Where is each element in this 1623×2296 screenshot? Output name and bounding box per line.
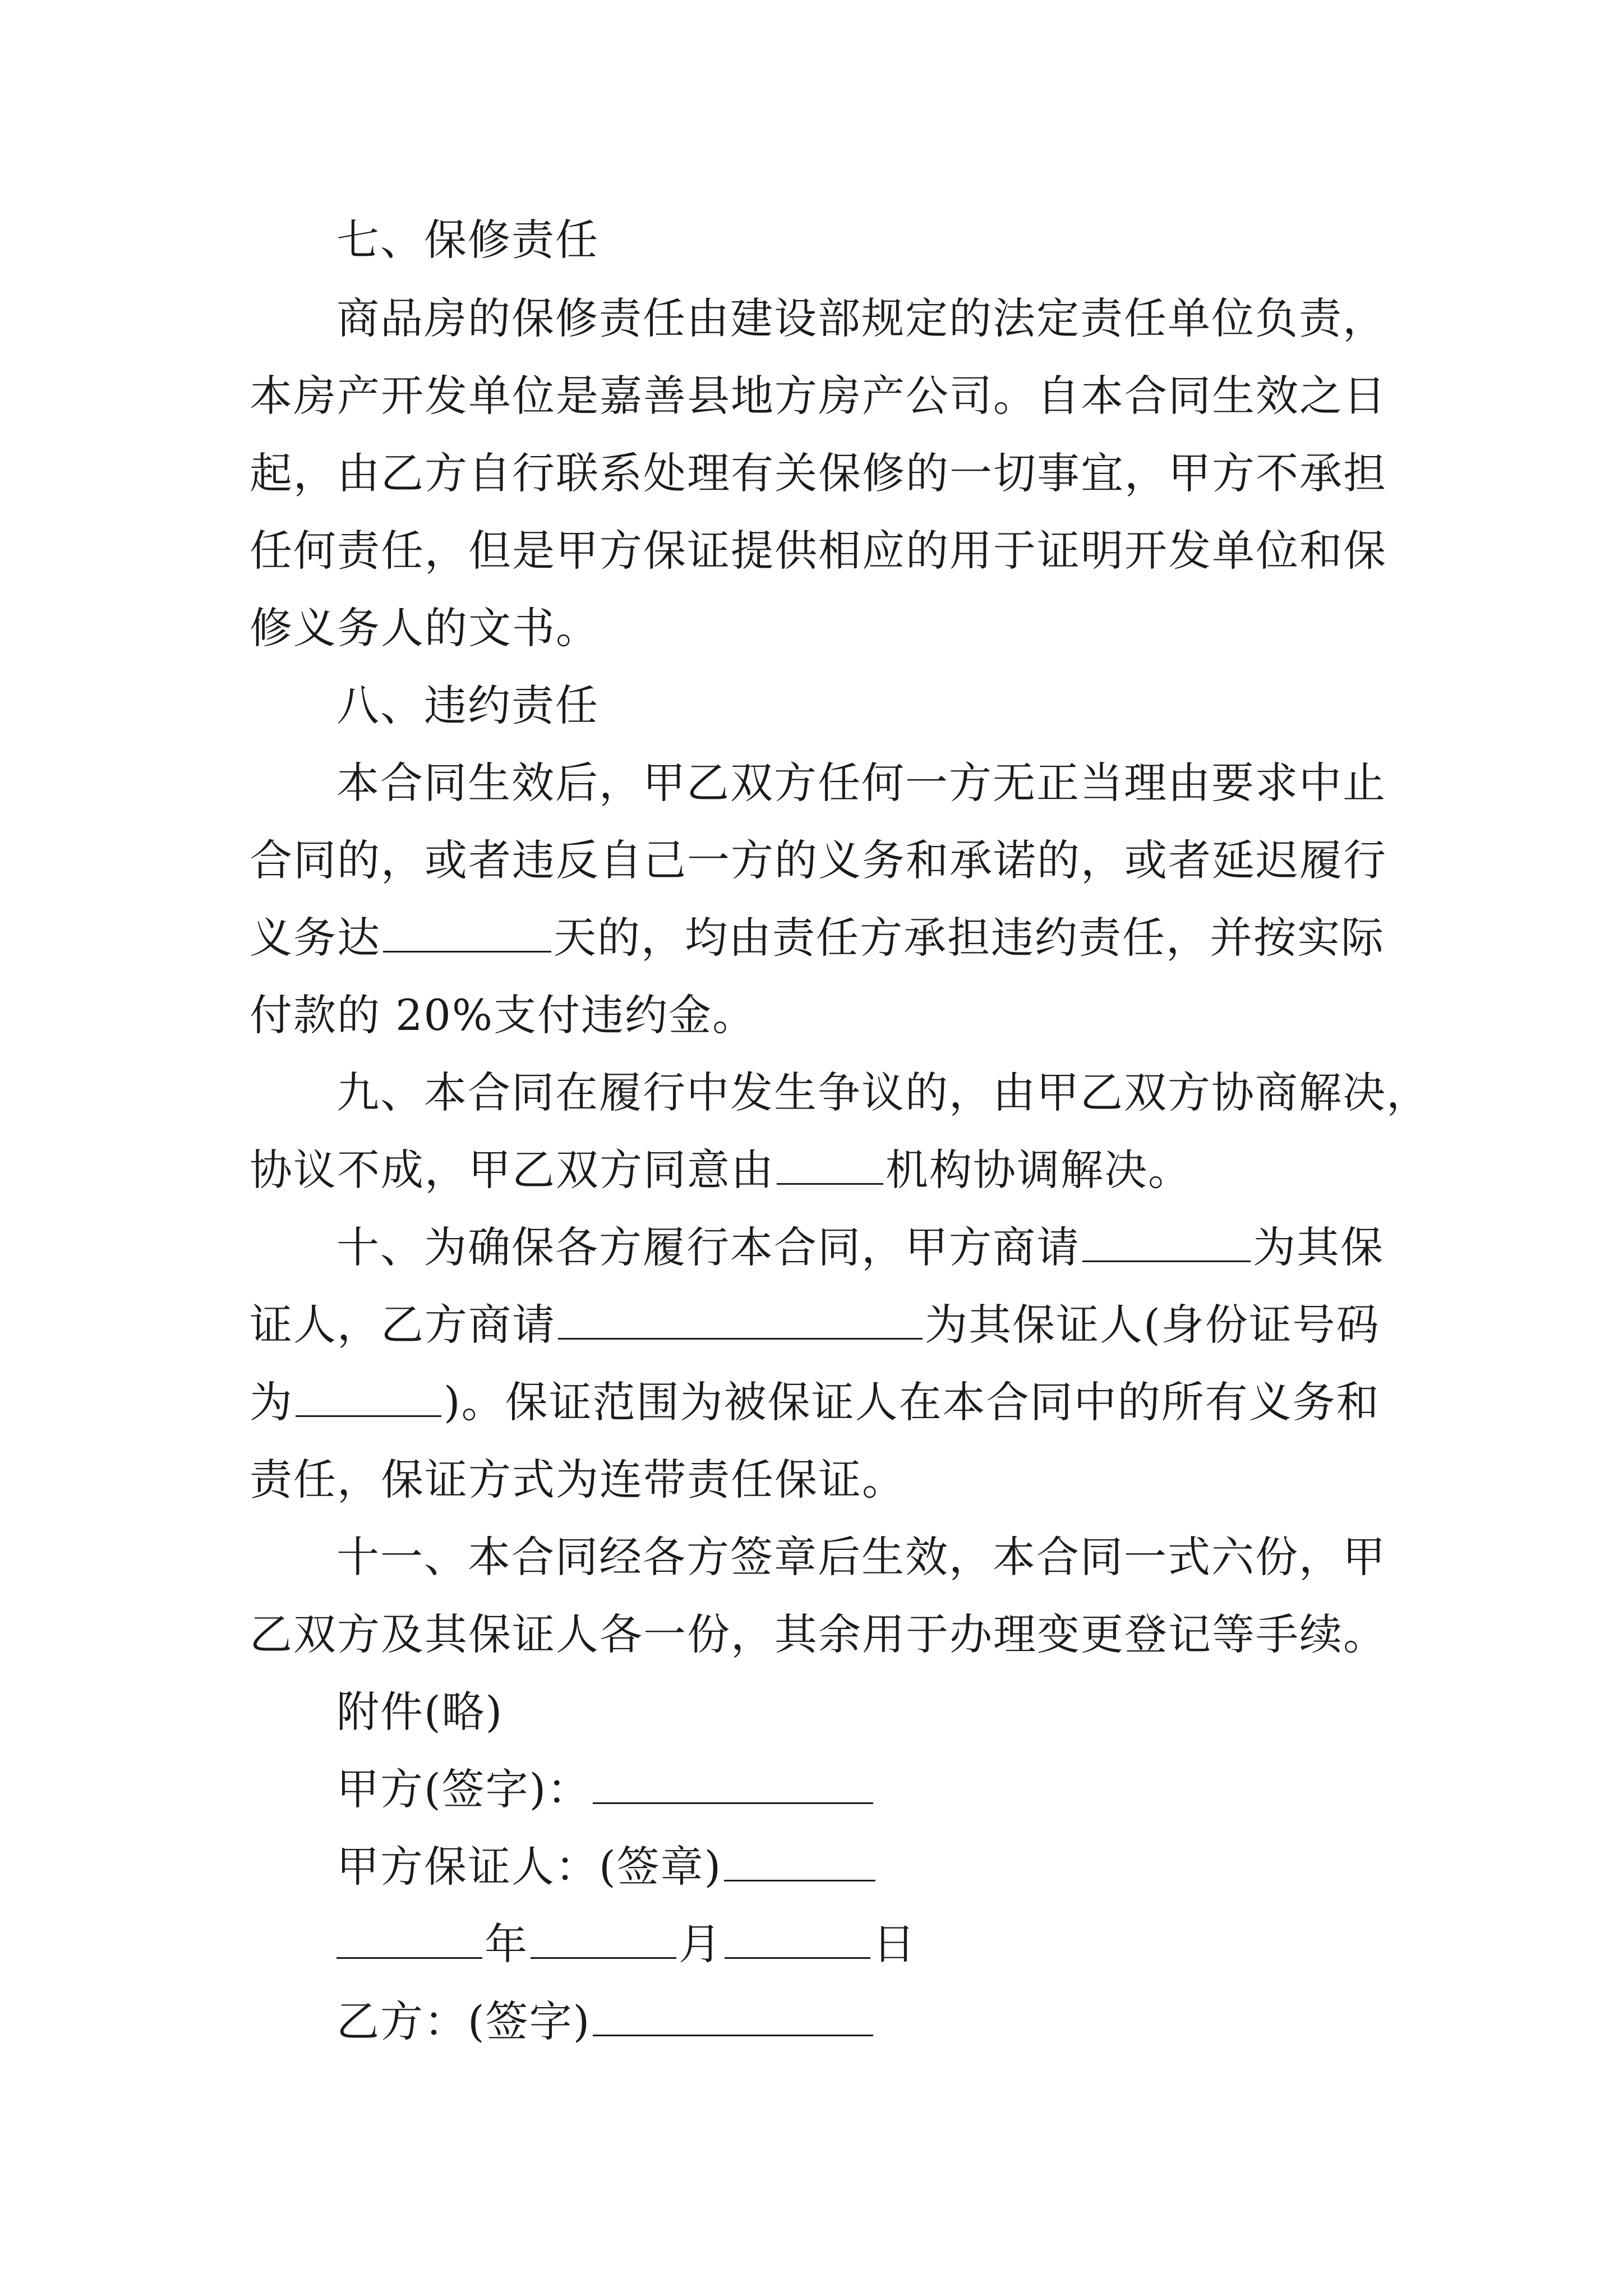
year-label: 年 [485,1919,528,1969]
section-8-line-1: 本合同生效后，甲乙双方任何一方无正当理由要求中止 [336,758,1386,808]
day-blank [725,1918,870,1959]
section-10-line-1 [336,1220,1384,1276]
section-7-line-5: 修义务人的文书。 [250,603,600,653]
section-9-line-1: 九、本合同在履行中发生争议的，由甲乙双方协商解决， [336,1068,1430,1117]
section-9-line-2-text-a: 协议不成，甲乙双方同意由 [250,1145,774,1195]
section-10-line-2-text-b: 为其保证人(身份证号码 [925,1300,1380,1350]
section-7-line-2: 本房产开发单位是嘉善县地方房产公司。自本合同生效之日 [250,371,1387,421]
party-a-guarantor-seal-blank [724,1841,875,1881]
section-10-line-3-text-a: 为 [250,1377,293,1427]
section-8-line-2: 合同的，或者违反自己一方的义务和承诺的，或者延迟履行 [250,835,1387,885]
mediation-agency-blank [777,1144,883,1185]
date-line [336,1916,916,1972]
section-8-title: 八、违约责任 [336,680,599,730]
section-11-line-1: 十一、本合同经各方签章后生效，本合同一式六份，甲 [336,1532,1386,1582]
month-label: 月 [679,1919,722,1969]
year-blank [336,1918,482,1959]
party-a-signature-blank [593,1763,873,1804]
section-7-line-4: 任何责任，但是甲方保证提供相应的用于证明开发单位和保 [250,526,1387,576]
month-blank [531,1918,676,1959]
section-7-title: 七、保修责任 [336,215,599,265]
party-a-signature-label: 甲方(签字)： [336,1764,591,1814]
section-10-line-3 [250,1374,1380,1430]
party-b-signature-blank [593,1995,873,2036]
section-10-line-3-text-b: )。保证范围为被保证人在本合同中的所有义务和 [444,1377,1380,1427]
section-10-line-2-text-a: 证人，乙方商请 [250,1300,556,1350]
section-10-line-2 [250,1297,1380,1353]
section-10-line-1-text-a: 十、为确保各方履行本合同，甲方商请 [336,1222,1080,1272]
day-label: 日 [873,1919,916,1969]
party-a-guarantor-blank [1082,1221,1251,1262]
attachment-note: 附件(略) [336,1687,504,1737]
section-10-line-1-text-b: 为其保 [1253,1222,1384,1272]
section-8-line-4: 付款的 20%支付违约金。 [250,990,757,1040]
section-8-line-3-text-b: 天的，均由责任方承担违约责任，并按实际 [554,913,1385,963]
section-8-line-3 [250,910,1385,966]
party-b-signature-label: 乙方：(签字) [336,1996,591,2046]
id-number-blank [296,1376,441,1417]
party-a-guarantor-label: 甲方保证人：(签章) [336,1842,722,1892]
party-a-guarantor-signature [336,1839,878,1895]
days-blank [383,912,551,953]
party-b-signature [336,1994,875,2050]
party-b-guarantor-blank [558,1299,923,1340]
section-7-line-3: 起，由乙方自行联系处理有关保修的一切事宜，甲方不承担 [250,448,1387,498]
party-a-signature [336,1761,875,1818]
section-11-line-2: 乙双方及其保证人各一份，其余用于办理变更登记等手续。 [250,1609,1387,1659]
section-7-line-1: 商品房的保修责任由建设部规定的法定责任单位负责， [336,293,1386,343]
section-8-line-3-text-a: 义务达 [250,913,381,963]
section-9-line-2-text-b: 机构协调解决。 [886,1145,1192,1195]
section-10-line-4: 责任，保证方式为连带责任保证。 [250,1455,906,1504]
section-9-line-2 [250,1142,1192,1198]
